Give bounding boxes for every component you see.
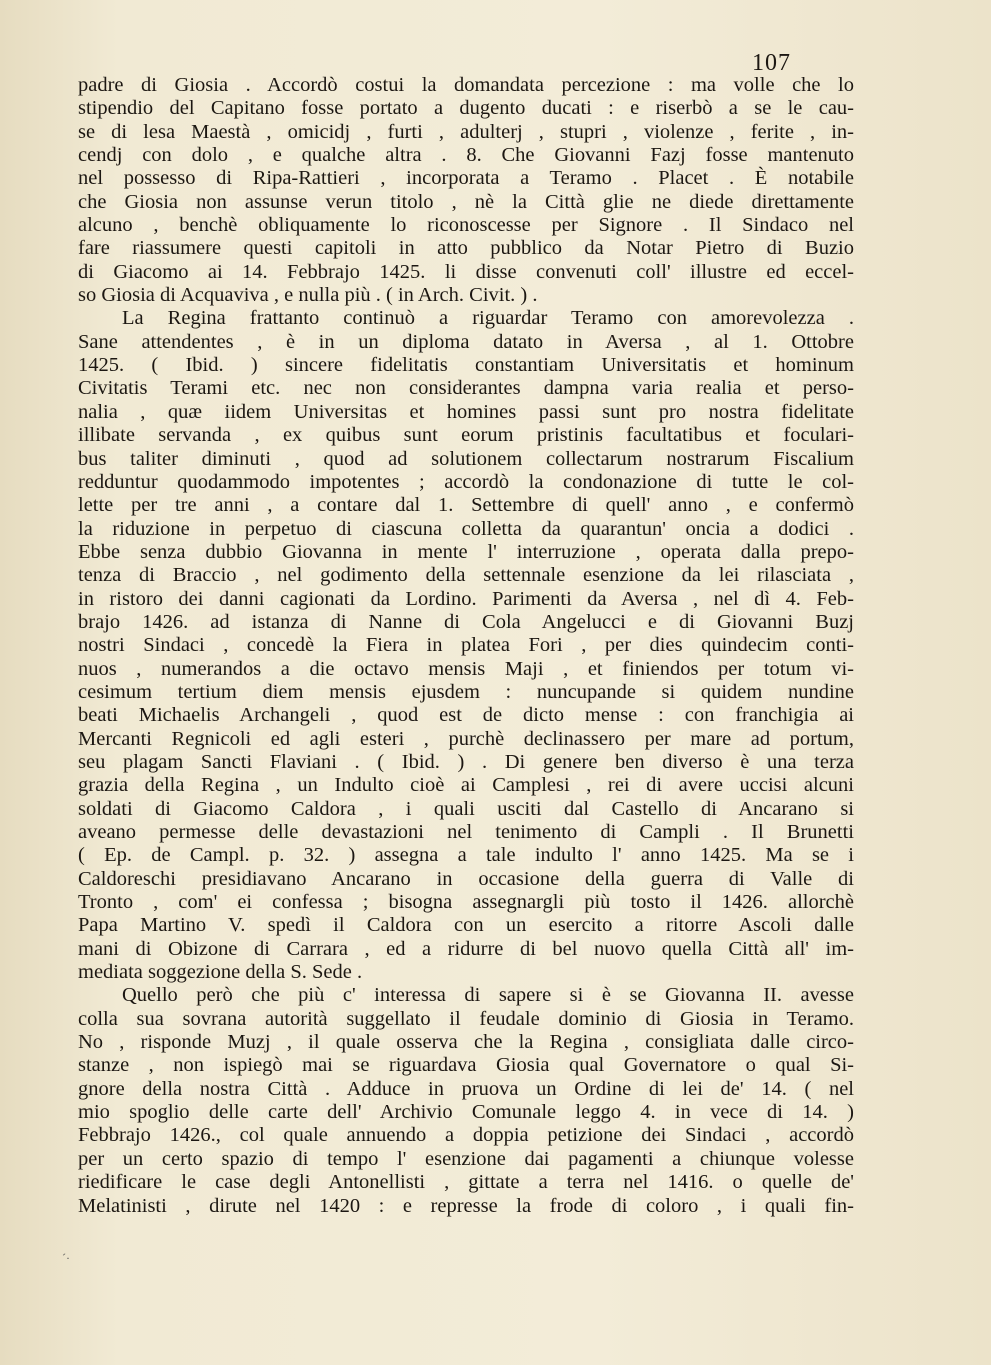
text-line: mio spoglio delle carte dell' Archivio Comunale leggo 4. in vece di 14. ) [78,1101,854,1124]
text-line: soldati di Giacomo Caldora , i quali usciti dal Castello di Ancarano si [78,797,854,820]
text-line: per un certo spazio di tempo l' esenzione dai pagamenti a chiunque volesse [78,1147,854,1170]
text-line: se di lesa Maestà , omicidj , furti , adulterj , stupri , violenze , ferite , in- [78,120,854,143]
text-line: seu plagam Sancti Flaviani . ( Ibid. ) . Di genere ben diverso è una terza [78,750,854,773]
text-line: aveano permesse delle devastazioni nel tenimento di Campli . Il Brunetti [78,821,854,843]
text-line: cesimum tertium diem mensis ejusdem : nuncupande si quidem nundine [78,680,854,703]
text-line: che Giosia non assunse verun titolo , nè la Città glie ne diede direttamente [78,190,854,213]
text-line: cendj con dolo , e qualche altra . 8. Che Giovanni Fazj fosse mantenuto [78,144,854,167]
text-line: Papa Martino V. spedì il Caldora con un esercito a ritorre Ascoli dalle [78,914,854,937]
page-number: 107 [752,50,791,76]
text-line: gnore della nostra Città . Adduce in pruova un Ordine di lei de' 14. ( nel [78,1077,854,1100]
text-line: No , risponde Muzj , il quale osserva che la Regina , consigliata dalle circo- [78,1031,854,1054]
text-line: la riduzione in perpetuo di ciascuna colletta da quarantun' oncia a dodici . [78,517,854,540]
paragraph-start-line: Quello però che più c' interessa di sapere si è se Giovanna II. avesse [122,984,854,1007]
text-line: nostri Sindaci , concedè la Fiera in platea Fori , per dies quindecim conti- [78,634,854,657]
text-line: Sane attendentes , è in un diploma datato in Aversa , al 1. Ottobre [78,330,854,353]
text-line: in ristoro dei danni cagionati da Lordino. Parimenti da Aversa , nel dì 4. Feb- [78,587,854,610]
text-line: alcuno , benchè obliquamente lo riconoscesse per Signore . Il Sindaco nel [78,214,854,237]
text-line: 1425. ( Ibid. ) sincere fidelitatis constantiam Universitatis et hominum [78,354,854,377]
text-line: riedificare le case degli Antonellisti , gittate a terra nel 1416. o quelle de' [78,1171,854,1194]
text-line: lette per tre anni , a contare dal 1. Settembre di quell' anno , e confermò [78,494,854,517]
text-line: nel possesso di Ripa-Rattieri , incorporata a Teramo . Placet . È notabile [78,167,854,190]
text-line: illibate servanda , ex quibus sunt eorum pristinis facultatibus et foculari- [78,424,854,447]
text-line: bus taliter diminuti , quod ad solutionem collectarum nostrarum Fiscalium [78,447,854,470]
text-line: mediata soggezione della S. Sede . [78,961,363,984]
text-line: grazia della Regina , un Indulto cioè ai Camplesi , rei di avere uccisi alcuni [78,774,854,797]
text-line: nuos , numerandos a die octavo mensis Maji , et finiendos per totum vi- [78,657,854,680]
text-line: padre di Giosia . Accordò costui la domandata percezione : ma volle che lo [78,74,854,96]
text-line: brajo 1426. ad istanza di Nanne di Cola Angelucci e di Giovanni Buzj [78,610,854,633]
text-line: nalia , quæ iidem Universitas et homines passi sunt pro nostra fidelitate [78,400,854,423]
paragraph-start-line: La Regina frattanto continuò a riguardar Teramo con amorevolezza . [122,307,854,330]
text-line: Mercanti Regnicoli ed agli esteri , purchè declinassero per mare ad portum, [78,727,854,750]
text-line: redduntur quodammodo impotentes ; accordò la condonazione di tutte le col- [78,470,854,493]
text-line: beati Michaelis Archangeli , quod est de dicto mense : con franchigia ai [78,704,854,727]
text-line: di Giacomo ai 14. Febbrajo 1425. li disse convenuti coll' illustre ed eccel- [78,260,854,283]
text-line: stipendio del Capitano fosse portato a dugento ducati : e riserbò a se le cau- [78,97,854,120]
margin-mark: ´· [62,1251,70,1265]
text-line: fare riassumere questi capitoli in atto pubblico da Notar Pietro di Buzio [78,237,854,260]
text-line: mani di Obizone di Carrara , ed a ridurre di bel nuovo quella Città all' im- [78,937,854,960]
text-line: Febbrajo 1426., col quale annuendo a doppia petizione dei Sindaci , accordò [78,1124,854,1147]
text-line: tenza di Braccio , nel godimento della settennale esenzione da lei rilasciata , [78,564,854,587]
text-line: stanze , non ispiegò mai se riguardava Giosia qual Governatore o qual Si- [78,1054,854,1077]
text-line: Tronto , com' ei confessa ; bisogna assegnargli più tosto il 1426. allorchè [78,891,854,914]
text-line: Ebbe senza dubbio Giovanna in mente l' interruzione , operata dalla prepo- [78,540,854,563]
text-line: Civitatis Terami etc. nec non considerantes dampna varia realia et perso- [78,377,854,400]
text-line: ( Ep. de Campl. p. 32. ) assegna a tale indulto l' anno 1425. Ma se i [78,844,854,867]
text-line: colla sua sovrana autorità suggellato il feudale dominio di Giosia in Teramo. [78,1007,854,1030]
text-line: Caldoreschi presidiavano Ancarano in occasione della guerra di Valle di [78,867,854,890]
text-line: Melatinisti , dirute nel 1420 : e represse la frode di coloro , i quali fin- [78,1194,854,1217]
body-text [78,74,854,1218]
text-line: so Giosia di Acquaviva , e nulla più . ( in Arch. Civit. ) . [78,284,538,307]
